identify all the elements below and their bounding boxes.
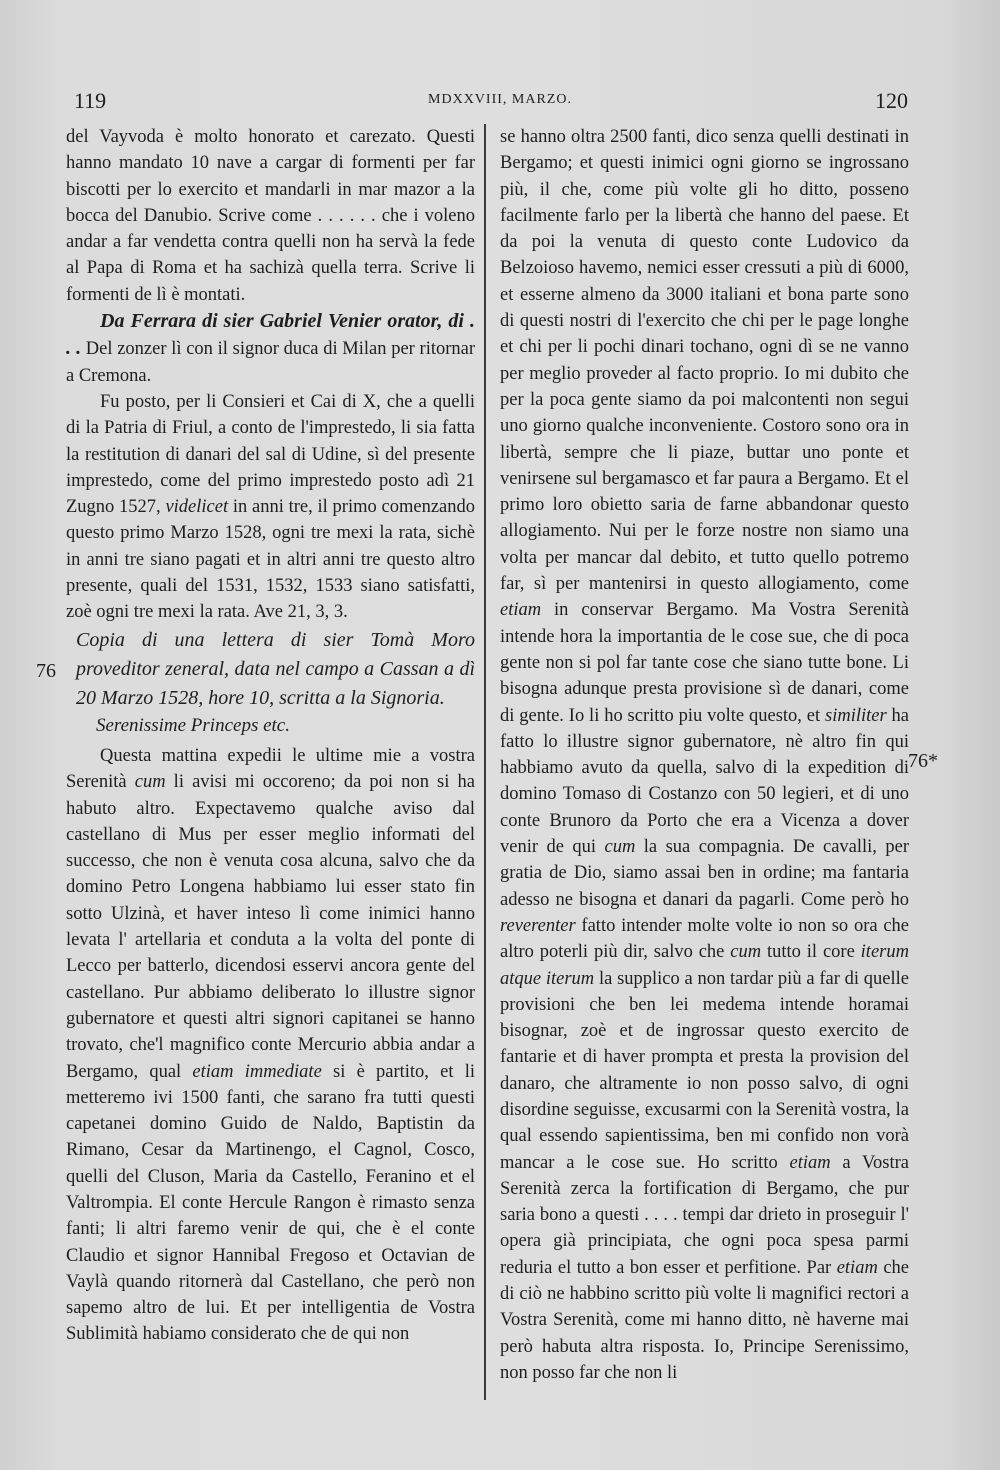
letter-source: Da Ferrara di sier Gabriel Venier orator, di . . . bbox=[66, 310, 475, 360]
paragraph-text: Questa mattina expedii le ultime mie a vostra Serenità bbox=[66, 745, 475, 793]
left-column bbox=[66, 124, 475, 1348]
paragraph-text: in conservar Bergamo. Ma Vostra Serenità intende hora la importantia de le cose sue, che di poca gente non si pol far tante cose che siano tutte bone. Li bisogna adunque presta provisione sì de danari, come di gente. Io li ho scritto piu volte questo, et bbox=[500, 600, 909, 726]
paragraph-text: la sua compagnia. De cavalli, per gratia de Dio, siamo assai ben in ordine; ma fantaria adesso ne bisogna et danari da pagarli. Come però ho bbox=[500, 837, 909, 910]
latin-term: etiam immediate bbox=[192, 1061, 322, 1082]
paragraph-text: se hanno oltra 2500 fanti, dico senza quelli destinati in Bergamo; et questi inimici ogni giorno se ingrossano più, il che, come più volte gli ho ditto, posseno facilmente farlo per la libertà che hanno del paese. Et da poi la venuta di questo conte Ludovico da Belzoioso havemo, nemici esser cressuti a più di 6000, et esserne almeno da 3000 italiani et bona parte sono di questi nostri di l'exercito che chi per le page longhe et chi per li pochi dinari tochano, ogni dì se ne vanno per meglio proveder al facto proprio. Io mi dubito che per la poca gente siamo da poi malcontenti non segui uno giorno qualche inconveniente. Costoro sono ora in libertà, sempre che li piaze, buttar uno ponte et venirsene sul bergamasco et far paura a Bergamo. Et el primo loro obietto saria de farne abbandonar questo allogiamento. Nui per le forze nostre non siamo una volta per mancar dal debito, et tutto quello potremo far, sì per mantenirsi in questo allogiamento, come bbox=[500, 127, 909, 595]
right-column bbox=[500, 124, 909, 1386]
latin-term: cum bbox=[134, 772, 166, 793]
paragraph-text: li avisi mi occoreno; da poi non si ha habuto altro. Expectavemo qualche aviso dal castellano di Mus per esser meglio informati del successo, che non è venuta cosa alcuna, salvo che da domino Petro Longena habbiamo lui esser stato fin sotto Ulzinà, et haver inteso lì come inimici hanno levata l' artellaria et conduta a la volta del ponte di Lecco per batterlo, dicendosi esservi ancora gente del castellano. Pur abbiamo deliberato lo illustre signor gubernatore et questi altri signori capitanei se hanno trovato, che'l magnifico conte Mercurio abbia andar a Bergamo, qual bbox=[66, 772, 475, 1082]
latin-term: etiam bbox=[500, 600, 542, 621]
margin-note-left: 76 bbox=[36, 660, 56, 682]
paragraph-text: Fu posto, per li Consieri et Cai di X, che a quelli di la Patria di Friul, a conto de l'imprestedo, li sia fatta la restitution di danari del sal di Udine, sì del presente imprestedo, come del primo imprestedo posto adì 21 Zugno 1527, bbox=[66, 391, 475, 518]
paragraph-text: a Vostra Serenità zerca la fortification di Bergamo, che pur saria bono a questi . . . . tempi dar drieto in proseguir l' opera già principiata, che ogni poca spesa parmi reduria el tutto a bon esser et perfitione. Par bbox=[500, 1152, 909, 1278]
latin-term: reverenter bbox=[500, 915, 576, 936]
latin-term: iterum atque iterum bbox=[500, 942, 909, 989]
latin-term: etiam bbox=[836, 1257, 878, 1278]
paragraph bbox=[500, 124, 909, 1386]
section-heading: Copia di una lettera di sier Tomà Moro proveditor zeneral, data nel campo a Cassan a dì 20 Marzo 1528, hore 10, scritta a la Signoria. bbox=[76, 628, 475, 709]
column-divider bbox=[484, 124, 486, 1400]
paragraph-text: in anni tre, il primo comenzando questo primo Marzo 1528, ogni tre mexi la rata, sichè in anni tre siano pagati et in altri anni tre questo altro presente, quali del 1531, 1532, 1533 siano satisfatti, zoè ogni tre mexi la rata. Ave 21, 3, 3. bbox=[66, 497, 475, 623]
margin-note-right: 76* bbox=[908, 750, 938, 772]
paragraph-text: ha fatto lo illustre signor gubernatore, nè altro fin qui habbiamo avuto da quella, salvo di la expedition di domino Tomaso di Costanzo con 50 legieri, et di uno conte Brunoro da Porto che era a Vicenza a dover venir de qui bbox=[500, 705, 909, 858]
paragraph-text: la supplico a non tardar più a far di quelle provisioni che ben lei medema intende horamai bisognar, zoè et de ingrossar questo exercito de fantarie et di haver prompta et presta la provision del danaro, che altramente io non posso salvo, di ogni disordine seguisse, excusarmi con la Serenità vostra, la qual essendo sapientissima, ben mi confido non vorà mancar a le cose sue. Ho scritto bbox=[500, 968, 909, 1173]
latin-term: cum bbox=[730, 942, 762, 963]
paragraph bbox=[66, 743, 475, 1348]
paragraph-text: fatto intender molte volte io non so ora che altro poterli più dir, salvo che bbox=[500, 915, 909, 963]
latin-term: cum bbox=[604, 837, 636, 858]
paragraph: del Vayvoda è molto honorato et carezato. Questi hanno mandato 10 nave a cargar di formenti per far biscotti per lo exercito et mandarli in mar mazor a la bocca del Danubio. Scrive come . . . . . . che i voleno andar a far vendetta contra quelli non ha servà la fede al Papa di Roma et ha sachizà quella terra. Scrive li formenti de lì è montati. bbox=[66, 127, 475, 305]
latin-term: similiter bbox=[825, 705, 887, 726]
paragraph-text: che di ciò ne habbino scritto più volte li magnifici rectori a Vostra Serenità, come mi hanno ditto, nè haverne mai però habuta altra risposta. Io, Principe Serenissimo, non posso far che non li bbox=[500, 1257, 909, 1383]
salutation: Serenissime Princeps etc. bbox=[96, 714, 290, 736]
page-number-right: 120 bbox=[875, 88, 908, 113]
paragraph-text: tutto il core bbox=[761, 942, 861, 963]
paragraph-text: Del zonzer lì con il signor duca di Milan per ritornar a Cremona. bbox=[66, 339, 476, 386]
running-head: MDXXVIII, MARZO. bbox=[428, 92, 572, 107]
page-header bbox=[0, 88, 1000, 112]
paragraph-text: si è partito, et li metteremo ivi 1500 fanti, che sarano fra tutti questi capetanei domino Guido de Naldo, Baptistin da Rimano, Cesar da Martinengo, el Cagnol, Cosco, quelli del Cluson, Maria da Castello, Feranino et el Valtrompia. El conte Hercule Rangon è rimasto senza fanti; li altri faremo venir de qui, che è el conte Claudio et signor Hannibal Fregoso et Octavian de Vaylà quando ritornerà dal Castellano, che però non sapemo altro de lui. Et per intelligentia de Vostra Sublimità habiamo considerato che de qui non bbox=[66, 1061, 475, 1345]
paragraph bbox=[66, 308, 475, 389]
paragraph bbox=[66, 389, 475, 626]
latin-term: videlicet bbox=[165, 497, 229, 518]
page-number-left: 119 bbox=[74, 88, 107, 113]
latin-term: etiam bbox=[789, 1152, 831, 1173]
